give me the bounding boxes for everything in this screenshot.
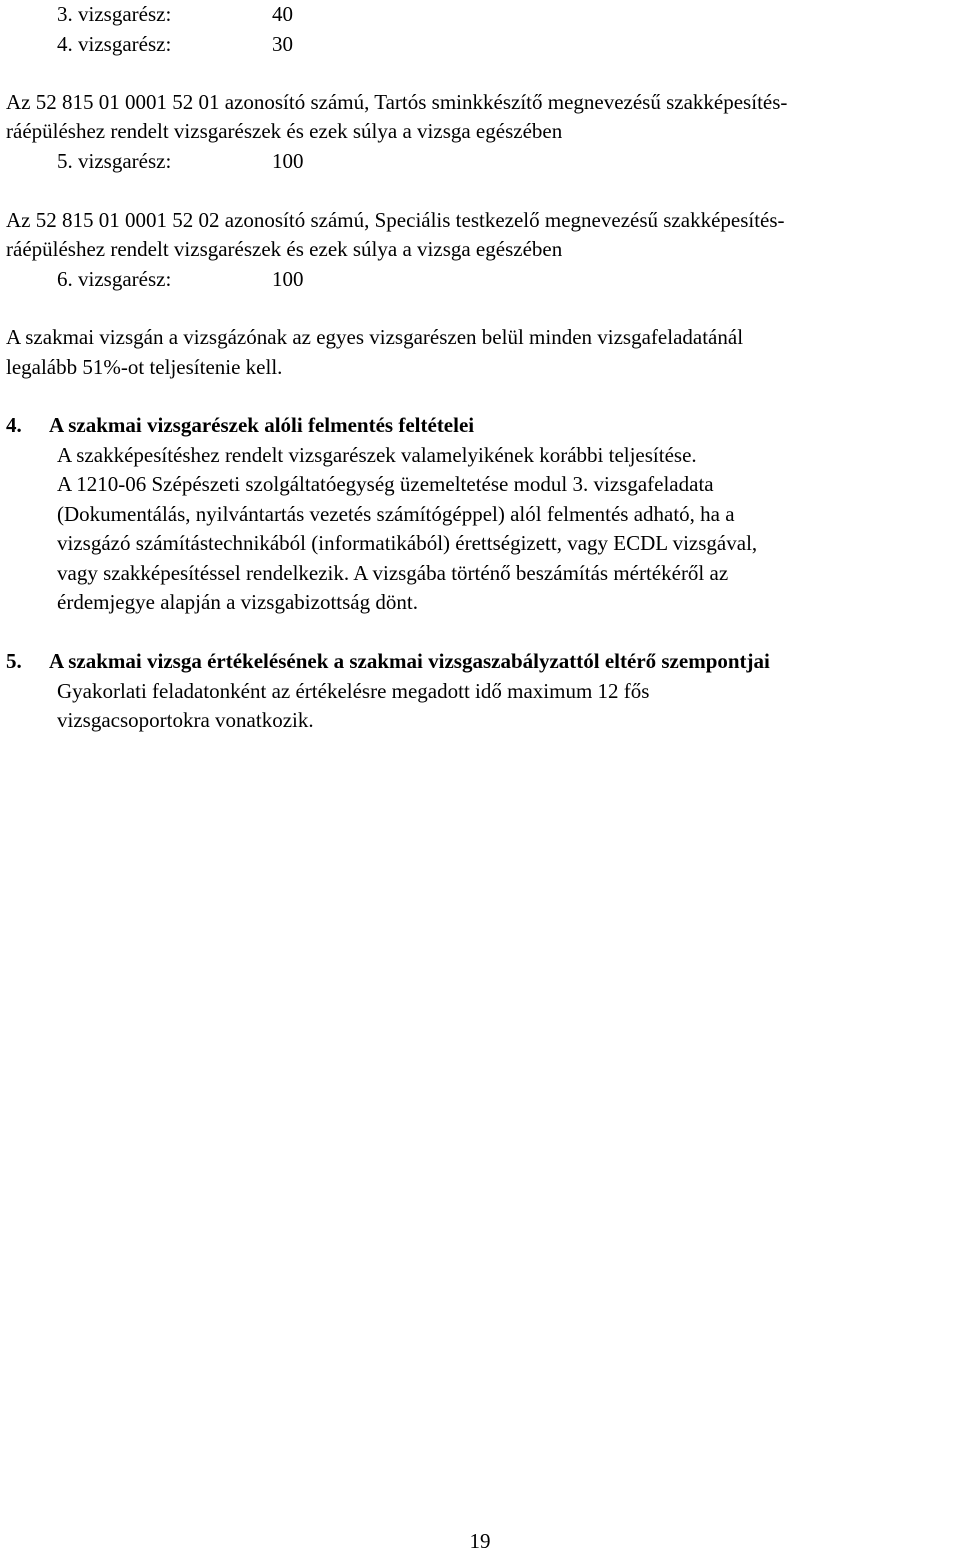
score-label: 4. vizsgarész: — [57, 32, 172, 56]
score-label: 5. vizsgarész: — [57, 149, 172, 173]
paragraph-line: Az 52 815 01 0001 52 02 azonosító számú, Speciális testkezelő megnevezésű szakképesítés- — [6, 208, 785, 232]
score-value: 100 — [272, 149, 304, 173]
section-number: 4. — [6, 413, 22, 437]
paragraph-line: ráépüléshez rendelt vizsgarészek és ezek súlya a vizsga egészében — [6, 119, 563, 143]
section-title: A szakmai vizsga értékelésének a szakmai vizsgaszabályzattól eltérő szempontjai — [49, 649, 770, 673]
paragraph-line: Az 52 815 01 0001 52 01 azonosító számú, Tartós sminkkészítő megnevezésű szakképesítés- — [6, 90, 788, 114]
section-5-line: Gyakorlati feladatonként az értékelésre megadott idő maximum 12 fős — [57, 679, 650, 703]
score-row-6 — [57, 265, 304, 295]
section-4-line: A 1210-06 Szépészeti szolgáltatóegység üzemeltetése modul 3. vizsgafeladata — [57, 472, 714, 496]
score-value: 30 — [272, 32, 293, 56]
section-4-line: érdemjegye alapján a vizsgabizottság dönt. — [57, 590, 418, 614]
score-label: 6. vizsgarész: — [57, 267, 172, 291]
section-4-line: vizsgázó számítástechnikából (informatikából) érettségizett, vagy ECDL vizsgával, — [57, 531, 758, 555]
section-5-line: vizsgacsoportokra vonatkozik. — [57, 708, 314, 732]
score-label: 3. vizsgarész: — [57, 2, 172, 26]
section-number: 5. — [6, 649, 22, 673]
section-title: A szakmai vizsgarészek alóli felmentés feltételei — [49, 413, 475, 437]
score-value: 100 — [272, 267, 304, 291]
section-4-line: (Dokumentálás, nyilvántartás vezetés számítógéppel) alól felmentés adható, ha a — [57, 502, 735, 526]
section-4-line: A szakképesítéshez rendelt vizsgarészek valamelyikének korábbi teljesítése. — [57, 443, 697, 467]
requirement-line: legalább 51%-ot teljesítenie kell. — [6, 355, 283, 379]
requirement-line: A szakmai vizsgán a vizsgázónak az egyes vizsgarészen belül minden vizsgafeladatánál — [6, 325, 744, 349]
score-value: 40 — [272, 2, 293, 26]
section-4-line: vagy szakképesítéssel rendelkezik. A vizsgába történő beszámítás mértékéről az — [57, 561, 729, 585]
score-row-3 — [57, 0, 293, 30]
page-number: 19 — [469, 1529, 491, 1553]
paragraph-line: ráépüléshez rendelt vizsgarészek és ezek súlya a vizsga egészében — [6, 237, 563, 261]
section-5-heading — [6, 647, 770, 677]
score-row-5 — [57, 147, 304, 177]
score-row-4 — [57, 30, 293, 60]
section-4-heading — [6, 411, 474, 441]
